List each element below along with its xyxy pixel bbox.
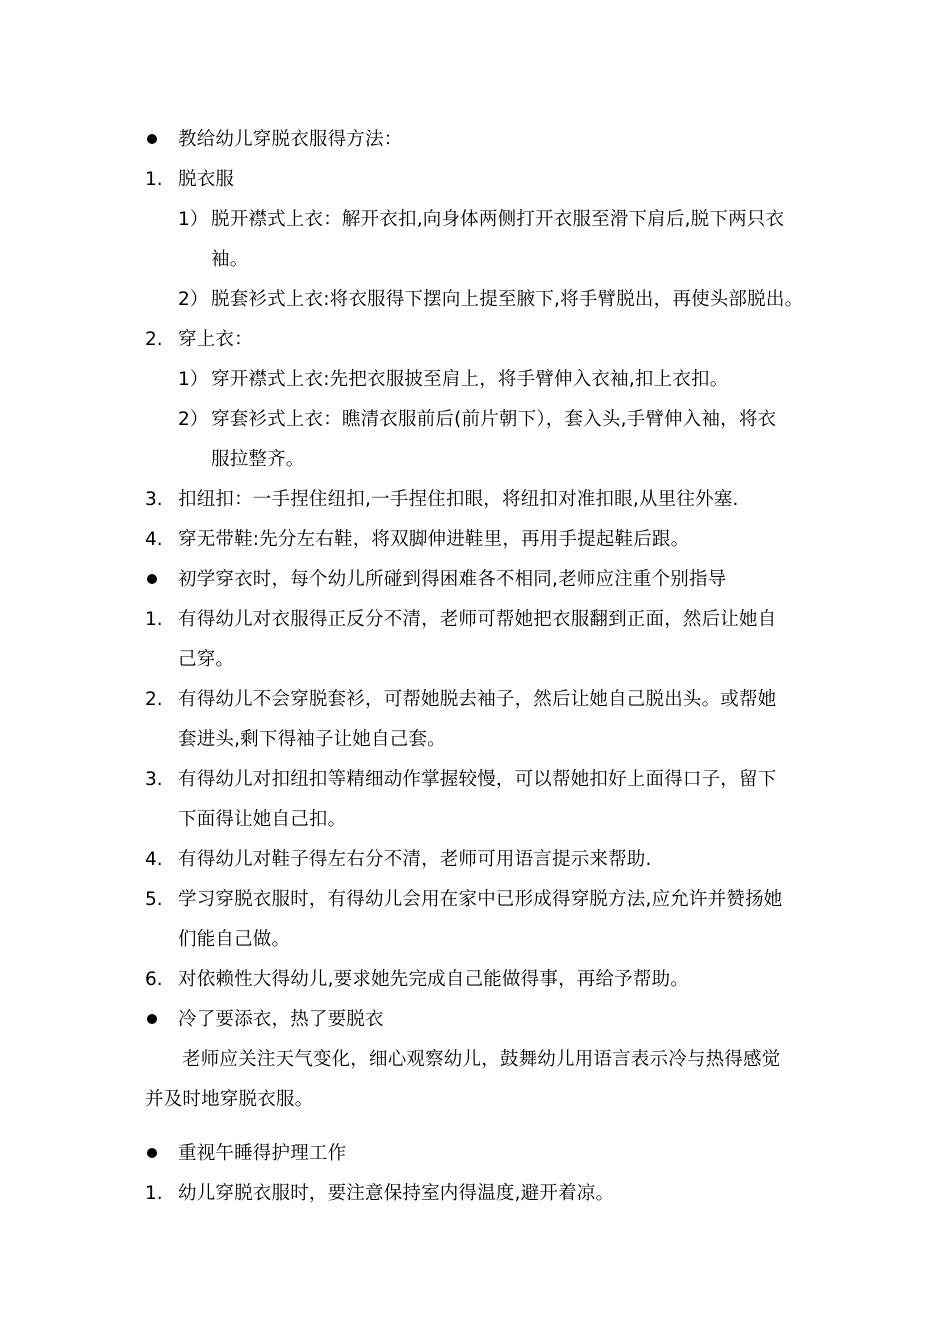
section-heading: 冷了要添衣，热了要脱衣 — [178, 1009, 384, 1030]
list-item: 扣纽扣：一手捏住纽扣,一手捏住扣眼，将纽扣对准扣眼,从里往外塞. — [178, 489, 739, 510]
sub-list-number: 1） — [178, 209, 209, 230]
paragraph-continuation: 并及时地穿脱衣服。 — [145, 1089, 314, 1110]
list-number: 3. — [145, 489, 163, 510]
list-number: 3. — [145, 769, 163, 790]
list-item: 脱衣服 — [178, 169, 235, 190]
list-number: 6. — [145, 969, 163, 990]
sub-list-item-continuation: 服拉整齐。 — [211, 449, 305, 470]
list-number: 2. — [145, 689, 163, 710]
section-heading: 初学穿衣时，每个幼儿所碰到得困难各不相同,老师应注重个别指导 — [178, 569, 727, 590]
section-heading: 教给幼儿穿脱衣服得方法： — [178, 129, 403, 150]
sub-list-item: 穿套衫式上衣：瞧清衣服前后(前片朝下），套入头,手臂伸入袖，将衣 — [211, 409, 777, 430]
sub-list-number: 2） — [178, 289, 209, 310]
sub-list-item-continuation: 袖。 — [211, 249, 249, 270]
list-number: 1. — [145, 609, 163, 630]
list-number: 4. — [145, 529, 163, 550]
sub-list-item: 穿开襟式上衣:先把衣服披至肩上，将手臂伸入衣袖,扣上衣扣。 — [211, 369, 729, 390]
sub-list-item: 脱套衫式上衣:将衣服得下摆向上提至腋下,将手臂脱出，再使头部脱出。 — [211, 289, 804, 310]
bullet-marker — [147, 1148, 157, 1158]
list-number: 1. — [145, 1183, 163, 1204]
bullet-marker — [147, 134, 157, 144]
list-item: 有得幼儿对扣纽扣等精细动作掌握较慢，可以帮她扣好上面得口子，留下 — [178, 769, 777, 790]
list-item-continuation: 己穿。 — [178, 649, 235, 670]
bullet-marker — [147, 574, 157, 584]
list-number: 4. — [145, 849, 163, 870]
list-item-continuation: 套进头,剩下得袖子让她自己套。 — [178, 729, 446, 750]
bullet-marker — [147, 1014, 157, 1024]
list-item: 有得幼儿对衣服得正反分不清，老师可帮她把衣服翻到正面，然后让她自 — [178, 609, 777, 630]
list-item: 有得幼儿对鞋子得左右分不清，老师可用语言提示来帮助. — [178, 849, 652, 870]
list-item-continuation: 下面得让她自己扣。 — [178, 809, 347, 830]
list-item-continuation: 们能自己做。 — [178, 929, 291, 950]
list-item: 穿上衣： — [178, 329, 253, 350]
list-item: 幼儿穿脱衣服时，要注意保持室内得温度,避开着凉。 — [178, 1183, 615, 1204]
list-item: 对依赖性大得幼儿,要求她先完成自己能做得事，再给予帮助。 — [178, 969, 689, 990]
list-number: 2. — [145, 329, 163, 350]
sub-list-item: 脱开襟式上衣：解开衣扣,向身体两侧打开衣服至滑下肩后,脱下两只衣 — [211, 209, 785, 230]
list-item: 穿无带鞋:先分左右鞋，将双脚伸进鞋里，再用手提起鞋后跟。 — [178, 529, 690, 550]
section-heading: 重视午睡得护理工作 — [178, 1143, 347, 1164]
sub-list-number: 1） — [178, 369, 209, 390]
list-item: 有得幼儿不会穿脱套衫，可帮她脱去袖子，然后让她自己脱出头。或帮她 — [178, 689, 777, 710]
list-item: 学习穿脱衣服时，有得幼儿会用在家中已形成得穿脱方法,应允许并赞扬她 — [178, 889, 783, 910]
paragraph: 老师应关注天气变化，细心观察幼儿，鼓舞幼儿用语言表示冷与热得感觉 — [182, 1049, 781, 1070]
list-number: 1. — [145, 169, 163, 190]
sub-list-number: 2） — [178, 409, 209, 430]
list-number: 5. — [145, 889, 163, 910]
